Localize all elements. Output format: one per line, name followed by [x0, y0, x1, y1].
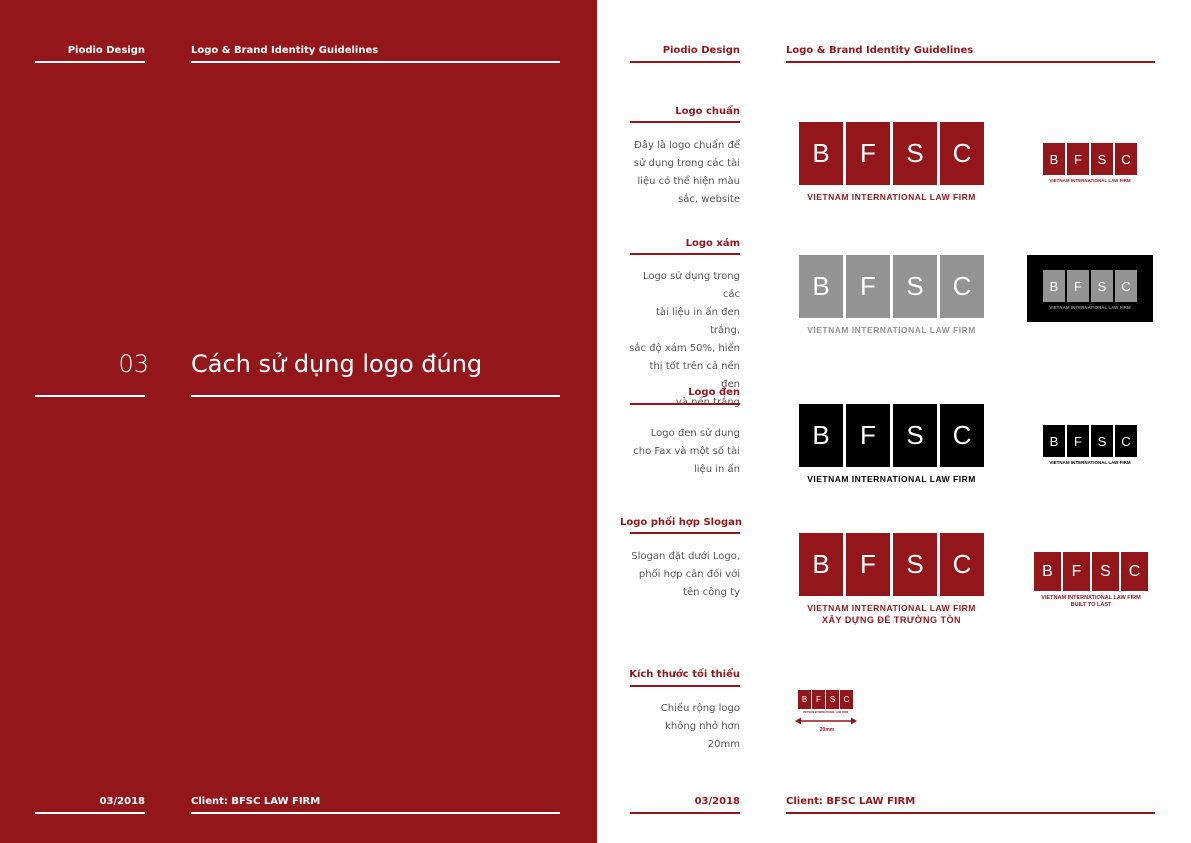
divider [35, 812, 145, 814]
logo-black-small [1043, 425, 1137, 465]
logo-tile: B [799, 533, 843, 596]
client-name: Client: BFSC LAW FIRM [191, 796, 321, 807]
logo-tile: F [846, 255, 890, 318]
logo-tile: S [1091, 425, 1113, 457]
logo-tagline: VIETNAM INTERNATIONAL LAW FIRM [807, 192, 976, 202]
divider [35, 61, 145, 63]
section-description: Logo sử dụng trong các tài liệu in ấn đen trắng, sắc độ xám 50%, hiển thị tốt trên cả nền đen [629, 271, 740, 390]
logo-tile: C [940, 404, 984, 467]
logo-tile: C [840, 690, 853, 709]
logo-tile: S [826, 690, 839, 709]
section-title-gray: Logo xám [685, 238, 740, 249]
logo-tile: F [846, 404, 890, 467]
logo-tile: B [1043, 425, 1065, 457]
divider [786, 61, 1155, 63]
logo-black-large [799, 404, 984, 484]
logo-tagline: VIETNAM INTERNATIONAL LAW FIRM [1049, 460, 1131, 465]
logo-tile: C [940, 255, 984, 318]
logo-tile: C [1121, 552, 1148, 591]
logo-tile: F [1067, 270, 1089, 302]
divider [191, 61, 560, 63]
section-description: Chiều rộng logo không nhỏ hơn 20mm [660, 703, 740, 750]
divider [630, 812, 740, 814]
logo-tile: F [1067, 143, 1089, 175]
logo-tile: S [893, 404, 937, 467]
section-description: Đây là logo chuẩn để sử dụng trong các tài liệu có thể hiện màu sắc, website [633, 140, 740, 205]
logo-minimum-size [798, 690, 853, 714]
logo-gray-small [1043, 270, 1137, 310]
divider [630, 685, 740, 687]
logo-gray-on-black [1027, 255, 1153, 322]
divider [630, 403, 740, 405]
logo-tile: C [940, 122, 984, 185]
logo-tile: S [1091, 143, 1113, 175]
divider [191, 395, 560, 397]
logo-tile: C [1115, 270, 1137, 302]
logo-tile: S [893, 255, 937, 318]
section-description: Slogan đặt dưới Logo, phối hợp cân đối với tên công ty [631, 551, 740, 598]
document-title: Logo & Brand Identity Guidelines [191, 45, 379, 56]
logo-tile: S [1091, 270, 1113, 302]
section-description: Logo đen sử dụng cho Fax và một số tài liệu in ấn [633, 428, 740, 475]
logo-tagline: VIETNAM INTERNATIONAL LAW FIRM [807, 603, 976, 613]
min-width-label: 20mm [819, 727, 835, 733]
logo-standard-large [799, 122, 984, 202]
logo-gray-large [799, 255, 984, 335]
document-date: 03/2018 [99, 796, 145, 807]
logo-tile: S [893, 533, 937, 596]
divider [630, 532, 740, 534]
dimension-arrow-icon [795, 716, 857, 726]
studio-name: Piodio Design [67, 45, 145, 56]
logo-tagline: VIETNAM INTERNATIONAL LAW FIRM [1049, 305, 1131, 310]
section-title-min-size: Kích thước tối thiểu [629, 669, 740, 680]
divider [191, 812, 560, 814]
logo-tile: B [1034, 552, 1061, 591]
logo-tile: B [1043, 143, 1065, 175]
logo-tagline: VIETNAM INTERNATIONAL LAW FIRM [802, 711, 849, 714]
logo-tile: C [1115, 425, 1137, 457]
logo-tile: F [846, 533, 890, 596]
divider [630, 253, 740, 255]
logo-tile: S [1092, 552, 1119, 591]
section-title-black: Logo đen [688, 387, 740, 398]
logo-tile: F [1063, 552, 1090, 591]
divider [630, 61, 740, 63]
logo-tagline: VIETNAM INTERNATIONAL LAW FIRM [1049, 178, 1131, 183]
logo-tile: B [799, 122, 843, 185]
document-title: Logo & Brand Identity Guidelines [786, 45, 974, 56]
divider [630, 121, 740, 123]
logo-tile: B [1043, 270, 1065, 302]
logo-tile: B [798, 690, 811, 709]
divider [35, 395, 145, 397]
logo-tagline: VIETNAM INTERNATIONAL LAW FIRM [807, 474, 976, 484]
logo-standard-small [1043, 143, 1137, 183]
client-name: Client: BFSC LAW FIRM [786, 796, 916, 807]
section-number: 03 [118, 350, 149, 378]
logo-tile: F [812, 690, 825, 709]
logo-slogan: BUILT TO LAST [1070, 602, 1112, 608]
section-title-standard: Logo chuẩn [675, 106, 740, 117]
logo-tile: F [1067, 425, 1089, 457]
document-date: 03/2018 [694, 796, 740, 807]
divider [786, 812, 1155, 814]
logo-slogan: XÂY DỰNG ĐỂ TRƯỜNG TỒN [822, 615, 961, 625]
logo-tile: C [940, 533, 984, 596]
section-title: Cách sử dụng logo đúng [191, 350, 483, 378]
logo-tile: C [1115, 143, 1137, 175]
studio-name: Piodio Design [662, 45, 740, 56]
guidelines-page [597, 0, 1191, 843]
section-title-slogan: Logo phối hợp Slogan [620, 517, 742, 528]
logo-slogan-large [799, 533, 984, 625]
logo-tile: F [846, 122, 890, 185]
logo-tile: B [799, 404, 843, 467]
logo-tagline: VIETNAM INTERNATIONAL LAW FIRM [1041, 595, 1141, 601]
logo-slogan-small [1034, 552, 1148, 608]
logo-tile: S [893, 122, 937, 185]
logo-tagline: VIETNAM INTERNATIONAL LAW FIRM [807, 325, 976, 335]
logo-tile: B [799, 255, 843, 318]
